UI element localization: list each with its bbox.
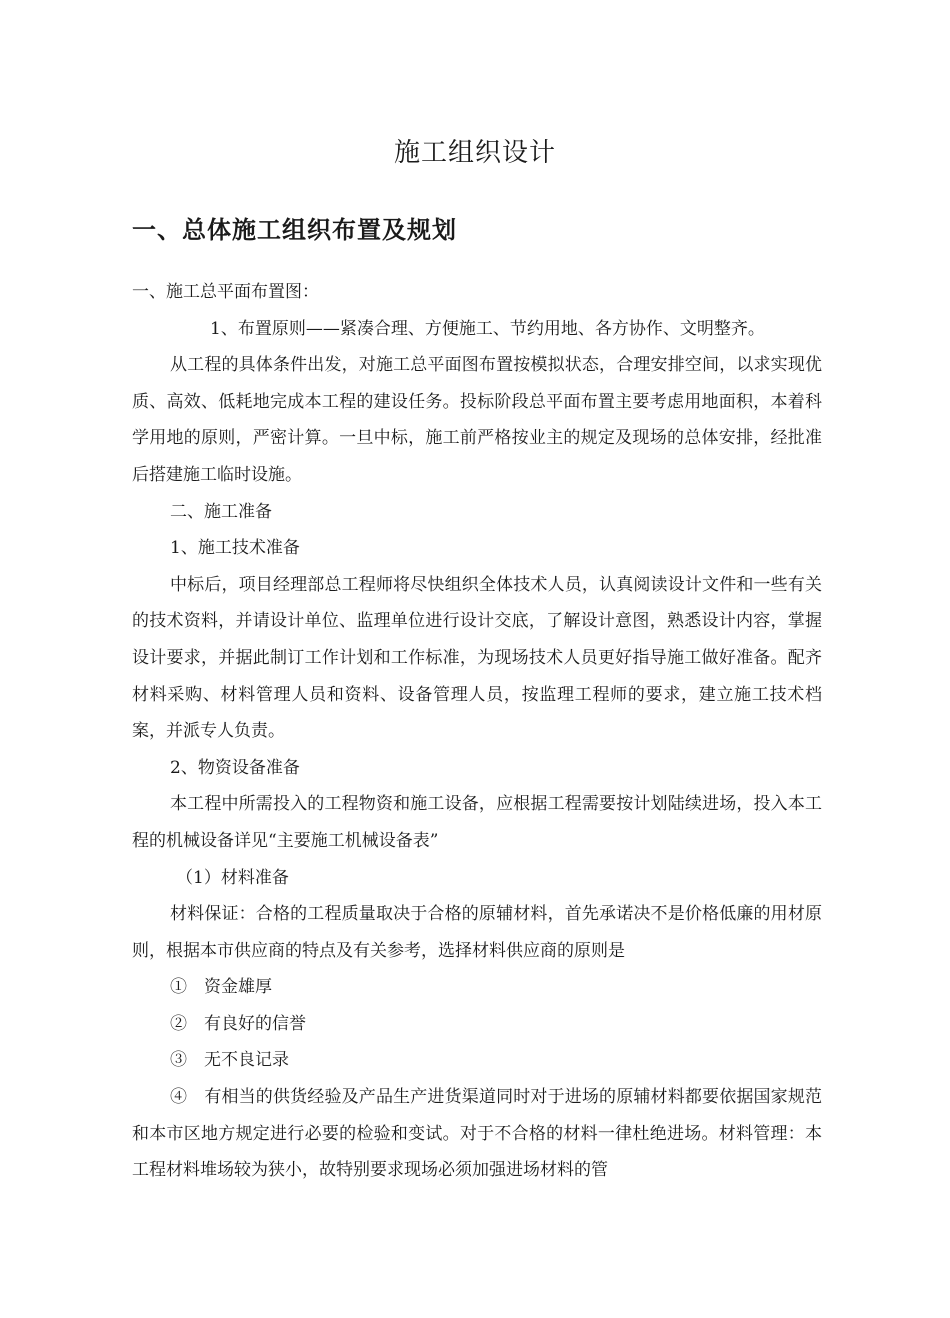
paragraph-2: 1、布置原则——紧凑合理、方便施工、节约用地、各方协作、文明整齐。 [210,318,765,339]
paragraph-10: 材料保证：合格的工程质量取决于合格的原辅材料，首先承诺决不是价格低廉的用材原则，根据本市供应商的特点及有关参考，选择材料供应商的原则是 [132,904,822,961]
paragraph-9: （1）材料准备 [176,867,289,888]
list-item-2: ② 有良好的信誉 [170,1013,306,1034]
document-body [132,274,822,1189]
list-item-4: ④ 有相当的供货经验及产品生产进货渠道同时对于进场的原辅材料都要依据国家规范和本市区地方规定进行必要的检验和变试。对于不合格的材料一律杜绝进场。材料管理：本工程材料堆场较为狭小，故特别要求现场必须加强进场材料的管 [132,1087,822,1181]
paragraph-4: 二、施工准备 [170,501,272,522]
paragraph-6: 中标后，项目经理部总工程师将尽快组织全体技术人员，认真阅读设计文件和一些有关的技术资料，并请设计单位、监理单位进行设计交底，了解设计意图，熟悉设计内容，掌握设计要求，并据此制订工作计划和工作标准，为现场技术人员更好指导施工做好准备。配齐材料采购、材料管理人员和资料、设备管理人员，按监理工程师的要求，建立施工技术档案，并派专人负责。 [132,574,822,742]
paragraph-1: 一、施工总平面布置图： [132,282,319,302]
paragraph-5: 1、施工技术准备 [170,538,300,559]
list-item-1: ① 资金雄厚 [170,977,272,998]
paragraph-3: 从工程的具体条件出发，对施工总平面图布置按模拟状态，合理安排空间，以求实现优质、高效、低耗地完成本工程的建设任务。投标阶段总平面布置主要考虑用地面积，本着科学用地的原则，严密计算。一旦中标，施工前严格按业主的规定及现场的总体安排，经批准后搭建施工临时设施。 [132,355,822,485]
paragraph-8: 本工程中所需投入的工程物资和施工设备，应根据工程需要按计划陆续进场，投入本工程的机械设备详见“主要施工机械设备表” [132,794,822,851]
section-heading: 一、总体施工组织布置及规划 [132,216,457,244]
document-title: 施工组织设计 [393,138,556,168]
list-item-3: ③ 无不良记录 [170,1050,289,1071]
paragraph-7: 2、物资设备准备 [170,757,300,778]
